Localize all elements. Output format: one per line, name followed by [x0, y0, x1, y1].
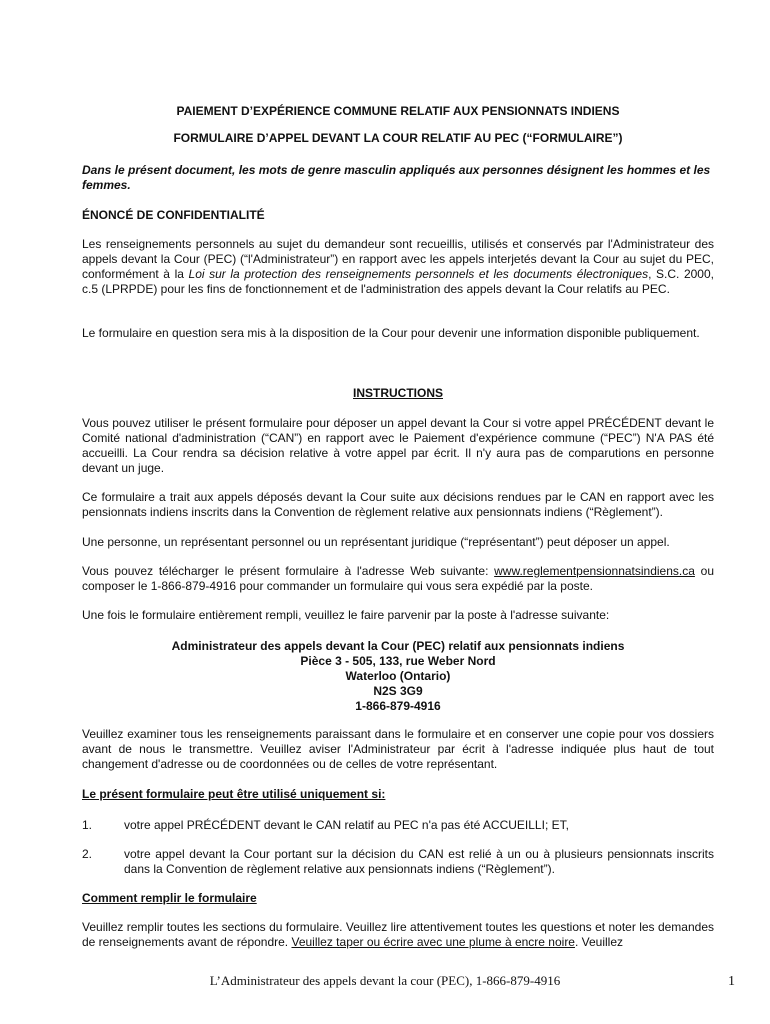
condition-item-2: votre appel devant la Cour portant sur la décision du CAN est relié à un ou à plusieurs pensionnats inscrits dans la Convention de règlement relative aux pensionnats indiens (“Règlement”). — [124, 847, 714, 876]
gender-note: Dans le présent document, les mots de genre masculin appliqués aux personnes désignent les hommes et les femmes. — [82, 163, 711, 192]
privacy-paragraph-1 — [82, 237, 714, 297]
condition-number-2: 2. — [82, 847, 93, 861]
mailing-address — [82, 639, 714, 714]
address-line-4: N2S 3G9 — [373, 684, 423, 698]
conditions-heading: Le présent formulaire peut être utilisé uniquement si: — [82, 787, 386, 801]
instructions-paragraph-2: Ce formulaire a trait aux appels déposés devant la Cour suite aux décisions rendues par le CAN en rapport avec les pensionnats indiens inscrits dans la Convention de règlement relative aux pensionnats indiens (“Règlement”). — [82, 490, 714, 519]
address-line-1: Administrateur des appels devant la Cour (PEC) relatif aux pensionnats indiens — [171, 639, 625, 653]
instructions-paragraph-3: Une personne, un représentant personnel ou un représentant juridique (“représentant”) peut déposer un appel. — [82, 535, 670, 549]
page-number: 1 — [728, 974, 735, 989]
instructions-paragraph-5: Une fois le formulaire entièrement rempli, veuillez le faire parvenir par la poste à l'adresse suivante: — [82, 608, 610, 622]
instructions-paragraph-4 — [82, 564, 714, 594]
instructions-p4-text: Vous pouvez télécharger le présent formulaire à l'adresse Web suivante: — [82, 564, 495, 578]
review-paragraph: Veuillez examiner tous les renseignements paraissant dans le formulaire et en conserver une copie pour vos dossiers avant de nous le transmettre. Veuillez aviser l'Administrateur par écrit à l'adresse indiquée plus haut de tout changement d'adresse ou de coordonnées ou de celles de votre représentant. — [82, 727, 714, 771]
condition-item-1: votre appel PRÉCÉDENT devant le CAN relatif au PEC n'a pas été ACCUEILLI; ET, — [124, 818, 569, 832]
condition-number-1: 1. — [82, 818, 93, 832]
privacy-heading: ÉNONCÉ DE CONFIDENTIALITÉ — [82, 208, 265, 222]
instructions-p4-text-end: ou composer le 1-866-879-4916 pour commander un formulaire qui vous sera expédié par la poste. — [82, 564, 714, 593]
privacy-paragraph-2: Le formulaire en question sera mis à la disposition de la Cour pour devenir une information disponible publiquement. — [82, 326, 700, 340]
privacy-law-name: Loi sur la protection des renseignements personnels et les documents électroniques — [188, 267, 649, 281]
address-line-3: Waterloo (Ontario) — [345, 669, 451, 683]
page-footer: L’Administrateur des appels devant la cour (PEC), 1-866-879-4916 — [209, 973, 561, 988]
howto-ink-instruction: Veuillez taper ou écrire avec une plume à encre noire — [291, 935, 575, 949]
privacy-p1-text: Les renseignements personnels au sujet du demandeur sont recueillis, utilisés et conservés par l'Administrateur des appels devant la Cour (PEC) (“l'Administrateur”) en rapport avec les appels interjetés devant la Cour au sujet du PEC, conformément à la — [82, 237, 714, 281]
document-title: PAIEMENT D’EXPÉRIENCE COMMUNE RELATIF AUX PENSIONNATS INDIENS — [176, 104, 620, 118]
privacy-p1-text-end: , S.C. 2000, c.5 (LPRPDE) pour les fins de fonctionnement et de l'administration des appels devant la Cour relatifs au PEC. — [82, 267, 714, 296]
instructions-heading: INSTRUCTIONS — [353, 386, 443, 400]
howto-paragraph — [82, 920, 714, 950]
instructions-paragraph-1: Vous pouvez utiliser le présent formulaire pour déposer un appel devant la Cour si votre appel PRÉCÉDENT devant le Comité national d'administration (“CAN”) en rapport avec le Paiement d'expérience commune (“PEC”) N'A PAS été accueilli. La Cour rendra sa décision relative à votre appel par écrit. Il n'y aura pas de comparutions en personne devant un juge. — [82, 416, 714, 475]
document-subtitle: FORMULAIRE D’APPEL DEVANT LA COUR RELATIF AU PEC (“FORMULAIRE”) — [173, 131, 623, 145]
howto-text-end: . Veuillez — [574, 935, 624, 949]
howto-heading: Comment remplir le formulaire — [82, 891, 257, 905]
address-phone: 1-866-879-4916 — [355, 699, 441, 713]
website-link[interactable]: www.reglementpensionnatsindiens.ca — [494, 564, 695, 578]
howto-text: Veuillez remplir toutes les sections du formulaire. Veuillez lire attentivement toutes les questions et noter les demandes de renseignements avant de répondre. — [82, 920, 714, 949]
address-line-2: Pièce 3 - 505, 133, rue Weber Nord — [300, 654, 496, 668]
